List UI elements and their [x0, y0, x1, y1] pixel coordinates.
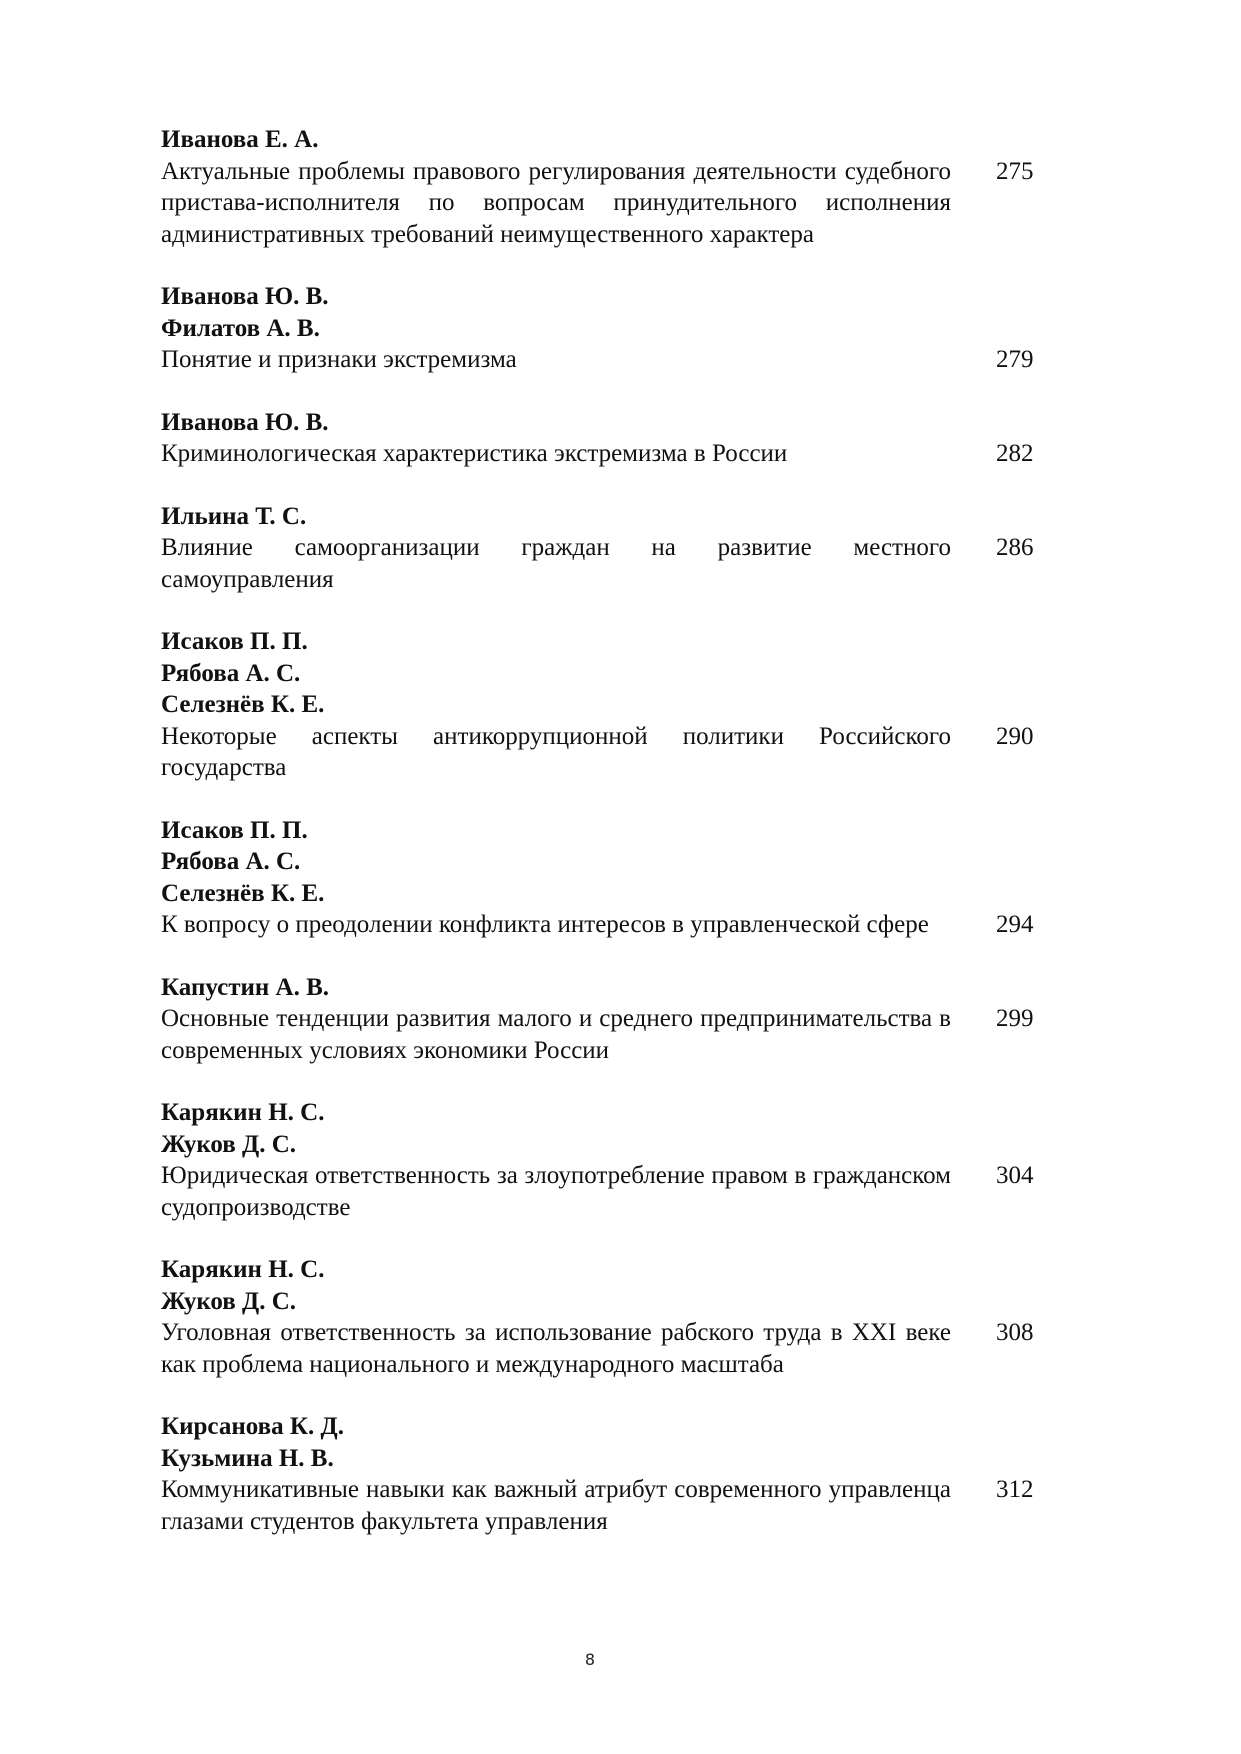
toc-entry-row	[161, 438, 1061, 470]
author-name: Карякин Н. С.	[161, 1099, 325, 1126]
toc-entry	[161, 124, 1061, 250]
author-name: Иванова Е. А.	[161, 126, 319, 153]
article-title: Уголовная ответственность за использование рабского труда в XXI веке как проблема национального и международного масштаба	[161, 1319, 951, 1378]
article-title: Коммуникативные навыки как важный атрибут современного управленца глазами студентов факультета управления	[161, 1476, 951, 1535]
toc-entry-row	[161, 1003, 1061, 1066]
article-title: Криминологическая характеристика экстремизма в России	[161, 440, 788, 467]
page-reference: 290	[996, 722, 1034, 750]
page-reference: 299	[996, 1005, 1034, 1032]
article-title: Влияние самоорганизации граждан на развитие местного самоуправления	[161, 534, 951, 593]
author-name: Иванова Ю. В.	[161, 283, 329, 310]
author-name: Ильина Т. С.	[161, 502, 307, 530]
toc-entry-row	[161, 1474, 1061, 1537]
author-name: Селезнёв К. Е.	[161, 691, 325, 718]
author-name: Селезнёв К. Е.	[161, 879, 325, 907]
author-name: Исаков П. П.	[161, 816, 308, 844]
page-reference: 312	[996, 1476, 1034, 1503]
page-reference: 286	[996, 534, 1034, 561]
author-name: Кирсанова К. Д.	[161, 1413, 344, 1440]
article-title: Некоторые аспекты антикоррупционной политики Российского государства	[161, 722, 951, 781]
author-name: Иванова Ю. В.	[161, 408, 329, 436]
author-name: Филатов А. В.	[161, 314, 320, 342]
article-title: Основные тенденции развития малого и среднего предпринимательства в современных условиях экономики России	[161, 1005, 951, 1064]
page-reference: 304	[996, 1162, 1034, 1189]
toc-entry	[161, 972, 1061, 1067]
page-reference: 275	[996, 157, 1034, 185]
article-title: Юридическая ответственность за злоупотребление правом в гражданском судопроизводстве	[161, 1162, 951, 1221]
toc-entry-row	[161, 909, 1061, 941]
author-name: Жуков Д. С.	[161, 1130, 297, 1158]
author-name: Рябова А. С.	[161, 848, 301, 875]
toc-entry	[161, 1254, 1061, 1380]
toc-entry	[161, 815, 1061, 941]
author-name: Жуков Д. С.	[161, 1287, 297, 1315]
author-name: Капустин А. В.	[161, 973, 330, 1001]
page-reference: 294	[996, 911, 1034, 938]
toc-entry	[161, 407, 1061, 470]
toc-entry-row	[161, 721, 1061, 784]
toc-entry-row	[161, 156, 1061, 251]
toc-entry	[161, 1411, 1061, 1537]
author-name: Карякин Н. С.	[161, 1256, 325, 1283]
author-name: Рябова А. С.	[161, 659, 301, 687]
page-reference: 308	[996, 1319, 1034, 1346]
toc-entry-row	[161, 532, 1061, 595]
toc-entry-row	[161, 1160, 1061, 1223]
toc-entry	[161, 501, 1061, 596]
toc-entry	[161, 281, 1061, 376]
toc-entry	[161, 1097, 1061, 1223]
article-title: К вопросу о преодолении конфликта интересов в управленческой сфере	[161, 911, 929, 938]
author-name: Исаков П. П.	[161, 628, 308, 655]
article-title: Актуальные проблемы правового регулирования деятельности судебного пристава-исполнителя по вопросам принудительного исполнения административных требований неимущественного характера	[161, 157, 951, 248]
toc-entry	[161, 626, 1061, 784]
article-title: Понятие и признаки экстремизма	[161, 346, 517, 373]
table-of-contents	[161, 124, 1061, 1568]
toc-entry-row	[161, 1317, 1061, 1380]
page-reference: 282	[996, 440, 1034, 467]
author-name: Кузьмина Н. В.	[161, 1444, 334, 1472]
toc-entry-row	[161, 344, 1061, 376]
page-number: 8	[584, 1650, 596, 1669]
page-reference: 279	[996, 346, 1034, 373]
